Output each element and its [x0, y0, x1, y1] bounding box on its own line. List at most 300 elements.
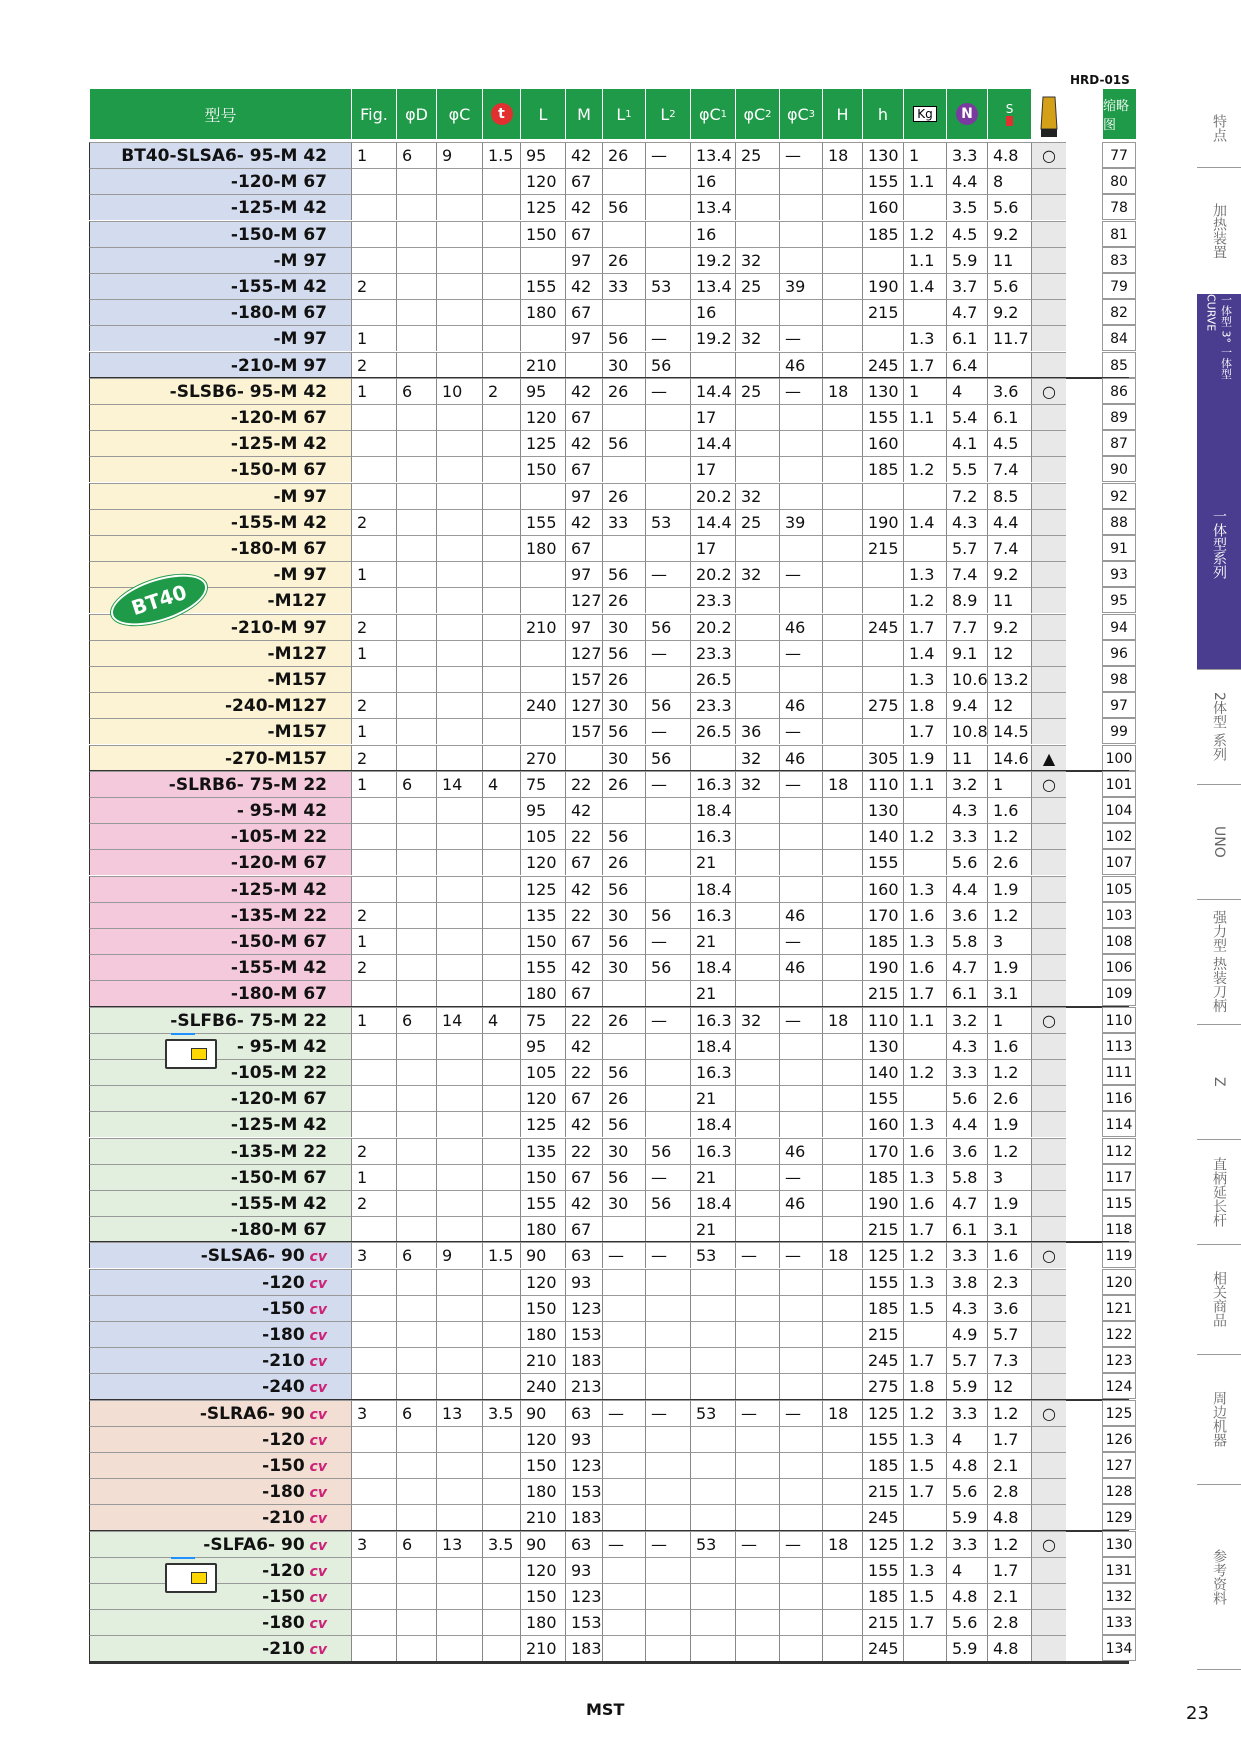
- side-tab-5[interactable]: UNO: [1211, 825, 1227, 858]
- value-cell: [396, 587, 436, 613]
- value-cell: [482, 1426, 520, 1452]
- model-text: -M 97: [273, 250, 327, 271]
- value-cell: 26: [602, 483, 645, 509]
- value-cell: 46: [779, 614, 822, 640]
- value-cell: 120: [520, 1085, 565, 1111]
- value-cell: 6: [396, 378, 436, 404]
- value-cell: 7.2: [946, 483, 987, 509]
- table-row: [89, 1242, 1133, 1268]
- model-cell: [89, 247, 351, 273]
- value-cell: 17: [690, 456, 735, 482]
- table-row: [89, 456, 1129, 482]
- value-cell: 245: [862, 352, 903, 378]
- value-cell: [602, 404, 645, 430]
- value-cell: [351, 1635, 396, 1661]
- ref-page-cell: 120: [1102, 1269, 1136, 1295]
- value-cell: [482, 483, 520, 509]
- value-cell: —: [602, 1400, 645, 1426]
- value-cell: 42: [565, 876, 602, 902]
- value-cell: [690, 1583, 735, 1609]
- value-cell: 53: [645, 509, 690, 535]
- value-cell: [735, 954, 779, 980]
- value-cell: [735, 1635, 779, 1661]
- value-cell: [520, 640, 565, 666]
- ref-page-cell: 132: [1102, 1583, 1136, 1609]
- value-cell: 120: [520, 168, 565, 194]
- value-cell: [735, 1295, 779, 1321]
- value-cell: 2: [351, 273, 396, 299]
- model-cell: [89, 1557, 351, 1583]
- side-tab-7[interactable]: Z: [1211, 1076, 1227, 1087]
- table-row: [89, 299, 1129, 325]
- value-cell: [987, 352, 1031, 378]
- model-cell: [89, 1609, 351, 1635]
- value-cell: [482, 1321, 520, 1347]
- value-cell: 210: [520, 352, 565, 378]
- ref-page-cell: 130: [1102, 1531, 1136, 1557]
- value-cell: 127: [565, 692, 602, 718]
- value-cell: —: [602, 1242, 645, 1268]
- value-cell: [1031, 823, 1066, 849]
- table-row: [89, 1452, 1133, 1478]
- weight-icon: Kg: [913, 106, 937, 122]
- value-cell: 93: [565, 1557, 602, 1583]
- value-cell: 25: [735, 509, 779, 535]
- tool-holder-icon: [1031, 89, 1066, 139]
- value-cell: [436, 430, 482, 456]
- value-cell: —: [645, 928, 690, 954]
- value-cell: 22: [565, 771, 602, 797]
- value-cell: 3.3: [946, 142, 987, 168]
- value-cell: 3.6: [946, 1138, 987, 1164]
- ref-page-cell: 93: [1102, 561, 1136, 587]
- value-cell: 18.4: [690, 1190, 735, 1216]
- value-cell: 5.6: [946, 1478, 987, 1504]
- value-cell: [779, 194, 822, 220]
- value-cell: [822, 1059, 862, 1085]
- value-cell: 11: [987, 247, 1031, 273]
- value-cell: [779, 1295, 822, 1321]
- table-row: [89, 378, 1129, 404]
- model-cell: [89, 823, 351, 849]
- value-cell: [482, 797, 520, 823]
- value-cell: 1.7: [903, 980, 946, 1006]
- value-cell: [436, 1504, 482, 1530]
- value-cell: 46: [779, 692, 822, 718]
- value-cell: [436, 692, 482, 718]
- value-cell: [396, 456, 436, 482]
- value-cell: [351, 299, 396, 325]
- value-cell: [822, 1033, 862, 1059]
- value-cell: 17: [690, 535, 735, 561]
- value-cell: 1.2: [987, 1059, 1031, 1085]
- value-cell: [602, 1478, 645, 1504]
- model-text: -120: [262, 1272, 305, 1293]
- value-cell: [735, 1557, 779, 1583]
- model-text: -125-M 42: [230, 434, 327, 455]
- model-cell: [89, 797, 351, 823]
- header-col-8: L 2: [645, 89, 690, 139]
- value-cell: 1.1: [903, 771, 946, 797]
- value-cell: [1031, 1216, 1066, 1242]
- value-cell: [396, 1478, 436, 1504]
- model-cell: [89, 1347, 351, 1373]
- value-cell: [822, 797, 862, 823]
- value-cell: 13.4: [690, 273, 735, 299]
- ref-page-cell: 108: [1102, 928, 1136, 954]
- value-cell: 1.3: [903, 1426, 946, 1452]
- value-cell: [482, 194, 520, 220]
- value-cell: 3: [351, 1242, 396, 1268]
- value-cell: 5.8: [946, 928, 987, 954]
- value-cell: 14: [436, 1007, 482, 1033]
- table-row: [89, 745, 1133, 771]
- cv-mark: cv: [304, 1406, 327, 1423]
- value-cell: [645, 1635, 690, 1661]
- table-row: [89, 771, 1133, 797]
- value-cell: 305: [862, 745, 903, 771]
- value-cell: 1.7: [903, 614, 946, 640]
- value-cell: 16: [690, 168, 735, 194]
- side-tab-9[interactable]: 相关商品: [1211, 1271, 1227, 1327]
- value-cell: 4.5: [987, 430, 1031, 456]
- value-cell: [862, 640, 903, 666]
- value-cell: 7.7: [946, 614, 987, 640]
- value-cell: 26: [602, 1007, 645, 1033]
- value-cell: 11: [987, 587, 1031, 613]
- value-cell: [822, 1321, 862, 1347]
- model-cell: [89, 404, 351, 430]
- value-cell: [436, 980, 482, 1006]
- side-tab-10[interactable]: 周边机器: [1211, 1391, 1227, 1447]
- header-col-11: φC 3: [779, 89, 822, 139]
- value-cell: [351, 797, 396, 823]
- model-text: -155-M 42: [230, 958, 327, 979]
- value-cell: 32: [735, 325, 779, 351]
- table-row: [89, 1033, 1133, 1059]
- value-cell: 13.4: [690, 194, 735, 220]
- cv-mark: cv: [304, 1459, 327, 1475]
- value-cell: 42: [565, 273, 602, 299]
- value-cell: 185: [862, 1164, 903, 1190]
- table-row: [89, 1138, 1133, 1164]
- cv-mark: cv: [304, 1590, 327, 1606]
- ref-page-cell: 124: [1102, 1373, 1136, 1399]
- value-cell: [396, 168, 436, 194]
- value-cell: [822, 1138, 862, 1164]
- model-text: -SLFA6- 90: [203, 1534, 305, 1555]
- value-cell: [396, 273, 436, 299]
- value-cell: [735, 823, 779, 849]
- value-cell: 97: [565, 325, 602, 351]
- value-cell: 4: [946, 1426, 987, 1452]
- value-cell: 1: [351, 561, 396, 587]
- value-cell: [1031, 509, 1066, 535]
- value-cell: [645, 1216, 690, 1242]
- value-cell: 25: [735, 273, 779, 299]
- value-cell: [396, 1426, 436, 1452]
- value-cell: [602, 1295, 645, 1321]
- value-cell: 53: [690, 1400, 735, 1426]
- value-cell: 42: [565, 797, 602, 823]
- value-cell: [482, 1373, 520, 1399]
- value-cell: 210: [520, 1504, 565, 1530]
- value-cell: [396, 614, 436, 640]
- value-cell: 13: [436, 1531, 482, 1557]
- value-cell: 26.5: [690, 718, 735, 744]
- value-cell: 180: [520, 1216, 565, 1242]
- model-cell: [89, 1190, 351, 1216]
- value-cell: [351, 1269, 396, 1295]
- value-cell: 4.3: [946, 797, 987, 823]
- value-cell: [436, 1478, 482, 1504]
- value-cell: [735, 1478, 779, 1504]
- value-cell: 1.5: [482, 1242, 520, 1268]
- model-text: -270-M157: [225, 748, 327, 769]
- ref-page-cell: 80: [1102, 168, 1136, 194]
- value-cell: [396, 1583, 436, 1609]
- value-cell: [436, 483, 482, 509]
- side-tab-11[interactable]: 参考资料: [1211, 1548, 1227, 1605]
- value-cell: 10.6: [946, 666, 987, 692]
- value-cell: [351, 1452, 396, 1478]
- value-cell: [436, 902, 482, 928]
- value-cell: 1.1: [903, 404, 946, 430]
- value-cell: 46: [779, 745, 822, 771]
- value-cell: 155: [862, 1269, 903, 1295]
- value-cell: [822, 1583, 862, 1609]
- value-cell: —: [779, 325, 822, 351]
- value-cell: [779, 1635, 822, 1661]
- value-cell: ○: [1031, 142, 1066, 168]
- value-cell: [735, 666, 779, 692]
- value-cell: 6: [396, 142, 436, 168]
- value-cell: 5.7: [946, 535, 987, 561]
- model-text: -155-M 42: [230, 277, 327, 297]
- value-cell: 11: [946, 745, 987, 771]
- value-cell: —: [735, 1400, 779, 1426]
- value-cell: 4.1: [946, 430, 987, 456]
- value-cell: 1.2: [903, 1242, 946, 1268]
- value-cell: [645, 1504, 690, 1530]
- value-cell: 46: [779, 1138, 822, 1164]
- value-cell: 1.6: [903, 902, 946, 928]
- value-cell: 97: [565, 614, 602, 640]
- model-cell: [89, 142, 351, 168]
- table-row: [89, 849, 1133, 875]
- value-cell: 3.7: [946, 273, 987, 299]
- value-cell: —: [779, 640, 822, 666]
- model-cell: [89, 1059, 351, 1085]
- value-cell: [351, 1059, 396, 1085]
- side-tab-2[interactable]: 一体型 3° 一体型 CURVE: [1197, 294, 1241, 419]
- value-cell: [351, 849, 396, 875]
- value-cell: [645, 1085, 690, 1111]
- ref-page-cell: 86: [1102, 378, 1136, 404]
- value-cell: [436, 456, 482, 482]
- value-cell: [482, 1635, 520, 1661]
- side-tab-4[interactable]: 2体型 系列: [1211, 691, 1227, 762]
- value-cell: [822, 561, 862, 587]
- value-cell: 26: [602, 247, 645, 273]
- model-text: -180: [262, 1482, 305, 1503]
- table-row: [89, 1269, 1133, 1295]
- value-cell: [351, 1583, 396, 1609]
- value-cell: [735, 1609, 779, 1635]
- value-cell: 22: [565, 1007, 602, 1033]
- value-cell: [396, 561, 436, 587]
- value-cell: ○: [1031, 1531, 1066, 1557]
- table-row: [89, 352, 1129, 378]
- value-cell: 5.9: [946, 247, 987, 273]
- value-cell: [602, 1609, 645, 1635]
- value-cell: 210: [520, 1347, 565, 1373]
- value-cell: [645, 1426, 690, 1452]
- value-cell: [482, 509, 520, 535]
- ref-page-cell: 131: [1102, 1557, 1136, 1583]
- value-cell: 1.9: [987, 1111, 1031, 1137]
- value-cell: 130: [862, 378, 903, 404]
- value-cell: 245: [862, 614, 903, 640]
- model-text: -M 97: [273, 329, 327, 350]
- value-cell: [1031, 404, 1066, 430]
- value-cell: [396, 902, 436, 928]
- value-cell: [903, 797, 946, 823]
- cv-mark: cv: [304, 1249, 327, 1266]
- model-cell: [89, 378, 351, 404]
- value-cell: [482, 561, 520, 587]
- value-cell: 4.4: [987, 509, 1031, 535]
- value-cell: [396, 509, 436, 535]
- value-cell: 26: [602, 378, 645, 404]
- value-cell: [396, 1269, 436, 1295]
- value-cell: 46: [779, 902, 822, 928]
- value-cell: [396, 954, 436, 980]
- value-cell: 42: [565, 954, 602, 980]
- value-cell: [779, 1347, 822, 1373]
- value-cell: 6: [396, 1007, 436, 1033]
- value-cell: 5.6: [987, 194, 1031, 220]
- value-cell: [520, 561, 565, 587]
- model-text: -150: [262, 1456, 305, 1476]
- value-cell: [436, 745, 482, 771]
- value-cell: 13.2: [987, 666, 1031, 692]
- value-cell: [1031, 692, 1066, 718]
- table-row: [89, 797, 1133, 823]
- value-cell: 18.4: [690, 954, 735, 980]
- value-cell: 215: [862, 980, 903, 1006]
- value-cell: 215: [862, 1216, 903, 1242]
- value-cell: 20.2: [690, 483, 735, 509]
- value-cell: 21: [690, 1216, 735, 1242]
- model-cell: [89, 1426, 351, 1452]
- model-cell: [89, 1242, 351, 1268]
- value-cell: 93: [565, 1269, 602, 1295]
- value-cell: [602, 1583, 645, 1609]
- model-text: -210-M 97: [230, 617, 327, 638]
- value-cell: [1031, 1111, 1066, 1137]
- value-cell: 185: [862, 221, 903, 247]
- value-cell: 150: [520, 1295, 565, 1321]
- value-cell: —: [779, 1242, 822, 1268]
- value-cell: [351, 1111, 396, 1137]
- model-cell: [89, 430, 351, 456]
- value-cell: [351, 1609, 396, 1635]
- value-cell: [822, 666, 862, 692]
- ref-page-cell: 98: [1102, 666, 1136, 692]
- value-cell: 153: [565, 1478, 602, 1504]
- value-cell: [822, 404, 862, 430]
- value-cell: 1.2: [903, 587, 946, 613]
- value-cell: 3.6: [987, 378, 1031, 404]
- value-cell: [735, 168, 779, 194]
- value-cell: 56: [602, 1111, 645, 1137]
- side-tab-3[interactable]: 一体型系列: [1197, 419, 1241, 669]
- value-cell: 190: [862, 273, 903, 299]
- value-cell: [602, 980, 645, 1006]
- insert-icon: [165, 1039, 217, 1069]
- ref-page-cell: 118: [1102, 1216, 1136, 1242]
- value-cell: 14.4: [690, 378, 735, 404]
- value-cell: [436, 928, 482, 954]
- value-cell: 56: [602, 561, 645, 587]
- value-cell: 56: [602, 1164, 645, 1190]
- value-cell: 21: [690, 980, 735, 1006]
- side-tab-0[interactable]: 特点: [1211, 114, 1227, 142]
- value-cell: [822, 745, 862, 771]
- ref-page-cell: 119: [1102, 1242, 1136, 1268]
- value-cell: 1.2: [903, 823, 946, 849]
- value-cell: 153: [565, 1321, 602, 1347]
- side-tab-8[interactable]: 直柄延长杆: [1211, 1156, 1227, 1227]
- value-cell: [822, 1557, 862, 1583]
- value-cell: 155: [520, 509, 565, 535]
- value-cell: [690, 1373, 735, 1399]
- value-cell: [735, 902, 779, 928]
- model-text: - 95-M 42: [236, 1036, 327, 1057]
- side-tab-6[interactable]: 强力型 热装刀柄: [1211, 910, 1227, 1013]
- model-text: -155-M 42: [230, 512, 327, 533]
- value-cell: 16: [690, 221, 735, 247]
- model-text: -105-M 22: [230, 1063, 327, 1083]
- value-cell: 125: [520, 876, 565, 902]
- value-cell: [482, 1269, 520, 1295]
- value-cell: [735, 1216, 779, 1242]
- side-tab-1[interactable]: 加热装置: [1211, 202, 1227, 259]
- model-cell: [89, 1295, 351, 1321]
- value-cell: [396, 1557, 436, 1583]
- value-cell: —: [645, 718, 690, 744]
- ref-page-cell: 87: [1102, 430, 1136, 456]
- value-cell: 1.4: [903, 640, 946, 666]
- value-cell: [602, 1635, 645, 1661]
- ref-page-cell: 83: [1102, 247, 1136, 273]
- value-cell: [396, 194, 436, 220]
- table-row: [89, 640, 1129, 666]
- value-cell: [436, 1295, 482, 1321]
- value-cell: 2.8: [987, 1609, 1031, 1635]
- value-cell: [436, 640, 482, 666]
- value-cell: ○: [1031, 1007, 1066, 1033]
- value-cell: 32: [735, 1007, 779, 1033]
- value-cell: 5.9: [946, 1504, 987, 1530]
- value-cell: 97: [565, 483, 602, 509]
- table-row: [89, 928, 1133, 954]
- value-cell: [1031, 456, 1066, 482]
- value-cell: [735, 1190, 779, 1216]
- value-cell: [351, 823, 396, 849]
- value-cell: 5.9: [946, 1635, 987, 1661]
